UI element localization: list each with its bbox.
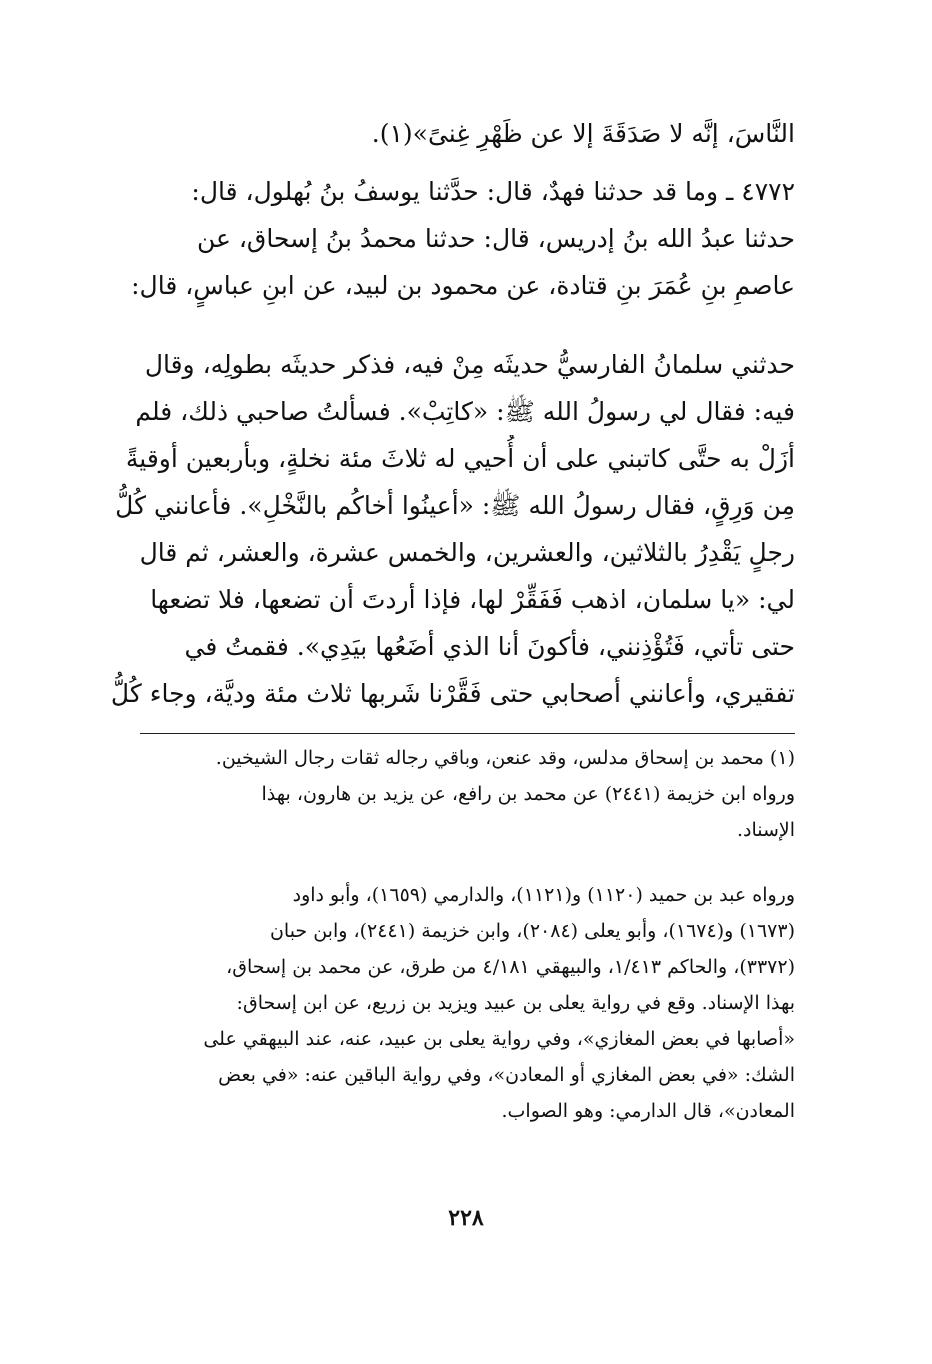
footnote-line: (١٦٧٣) و(١٦٧٤)، وأبو يعلى (٢٠٨٤)، وابن خزيمة (٢٤٤١)، وابن حبان — [269, 920, 795, 942]
text-line: رجلٍ يَقْدِرُ بالثلاثين، والعشرين، والخمس عشرة، والعشر، ثم قال — [139, 538, 795, 567]
footnote-line: «أصابها في بعض المغازي»، وفي رواية يعلى بن عبيد، عنه، عند البيهقي على — [203, 1028, 795, 1050]
text-line: مِن وَرِقٍ، فقال رسولُ الله ﷺ: «أعينُوا أخاكُم بالنَّخْلِ». فأعانني كُلُّ — [115, 491, 795, 520]
footnote-line: الشك: «في بعض المغازي أو المعادن»، وفي رواية الباقين عنه: «في بعض — [218, 1064, 795, 1086]
text-line: عاصمِ بنِ عُمَرَ بنِ قتادة، عن محمود بن لبيد، عن ابنِ عباسٍ، قال: — [131, 271, 795, 300]
text-line: لي: «يا سلمان، اذهب فَفَقِّرْ لها، فإذا أردتَ أن تضعها، فلا تضعها — [150, 585, 795, 614]
footnote-line: بهذا الإسناد. وقع في رواية يعلى بن عبيد ويزيد بن زريع، عن ابن إسحاق: — [236, 992, 795, 1014]
text-line: أزَلْ به حتَّى كاتبني على أن أُحيي له ثلاثَ مئة نخلةٍ، وبأربعين أوقيةً — [125, 444, 795, 473]
page-number: ٢٢٨ — [448, 1205, 484, 1231]
footnote-line: (٣٣٧٢)، والحاكم ١/٤١٣، والبيهقي ٤/١٨١ من طرق، عن محمد بن إسحاق، — [226, 956, 795, 978]
footnote-line: ورواه عبد بن حميد (١١٢٠) و(١١٢١)، والدارمي (١٦٥٩)، وأبو داود — [292, 884, 795, 906]
text-line: حتى تأتي، فَتُؤْذِنني، فأكونَ أنا الذي أضَعُها بيَدِي». فقمتُ في — [184, 632, 795, 661]
salman-story-paragraph — [90, 341, 795, 717]
footnote-line: المعادن»، قال الدارمي: وهو الصواب. — [501, 1100, 795, 1122]
continued-text-line — [90, 110, 795, 157]
footnote-line: الإسناد. — [736, 819, 795, 841]
text-line: فيه: فقال لي رسولُ الله ﷺ: «كاتِبْ». فسألتُ صاحبي ذلك، فلم — [135, 397, 795, 426]
text-line: حدثني سلمانُ الفارسيُّ حديثَه مِنْ فيه، فذكر حديثَه بطولِه، وقال — [144, 350, 795, 379]
footnote-separator — [140, 733, 795, 734]
footnote-line: ورواه ابن خزيمة (٢٤٤١) عن محمد بن رافع، عن يزيد بن هارون، بهذا — [261, 783, 795, 805]
footnote-1-continued — [90, 877, 795, 1129]
hadith-4772-isnad — [90, 168, 795, 309]
footnote-1 — [90, 740, 795, 848]
text-line: ٤٧٧٢ ـ وما قد حدثنا فهدٌ، قال: حدَّثنا يوسفُ بنُ بُهلول، قال: — [191, 177, 795, 206]
text-line: النَّاسَ، إنَّه لا صَدَقَةَ إلا عن ظَهْرِ غِنىً»(١). — [371, 119, 795, 148]
footnote-line: (١) محمد بن إسحاق مدلس، وقد عنعن، وباقي رجاله ثقات رجال الشيخين. — [215, 747, 795, 769]
text-line: تفقيري، وأعانني أصحابي حتى فَقَّرْنا شَربها ثلاث مئة وديَّة، وجاء كُلُّ — [110, 679, 795, 708]
text-line: حدثنا عبدُ الله بنُ إدريس، قال: حدثنا محمدُ بنُ إسحاق، عن — [196, 224, 795, 253]
